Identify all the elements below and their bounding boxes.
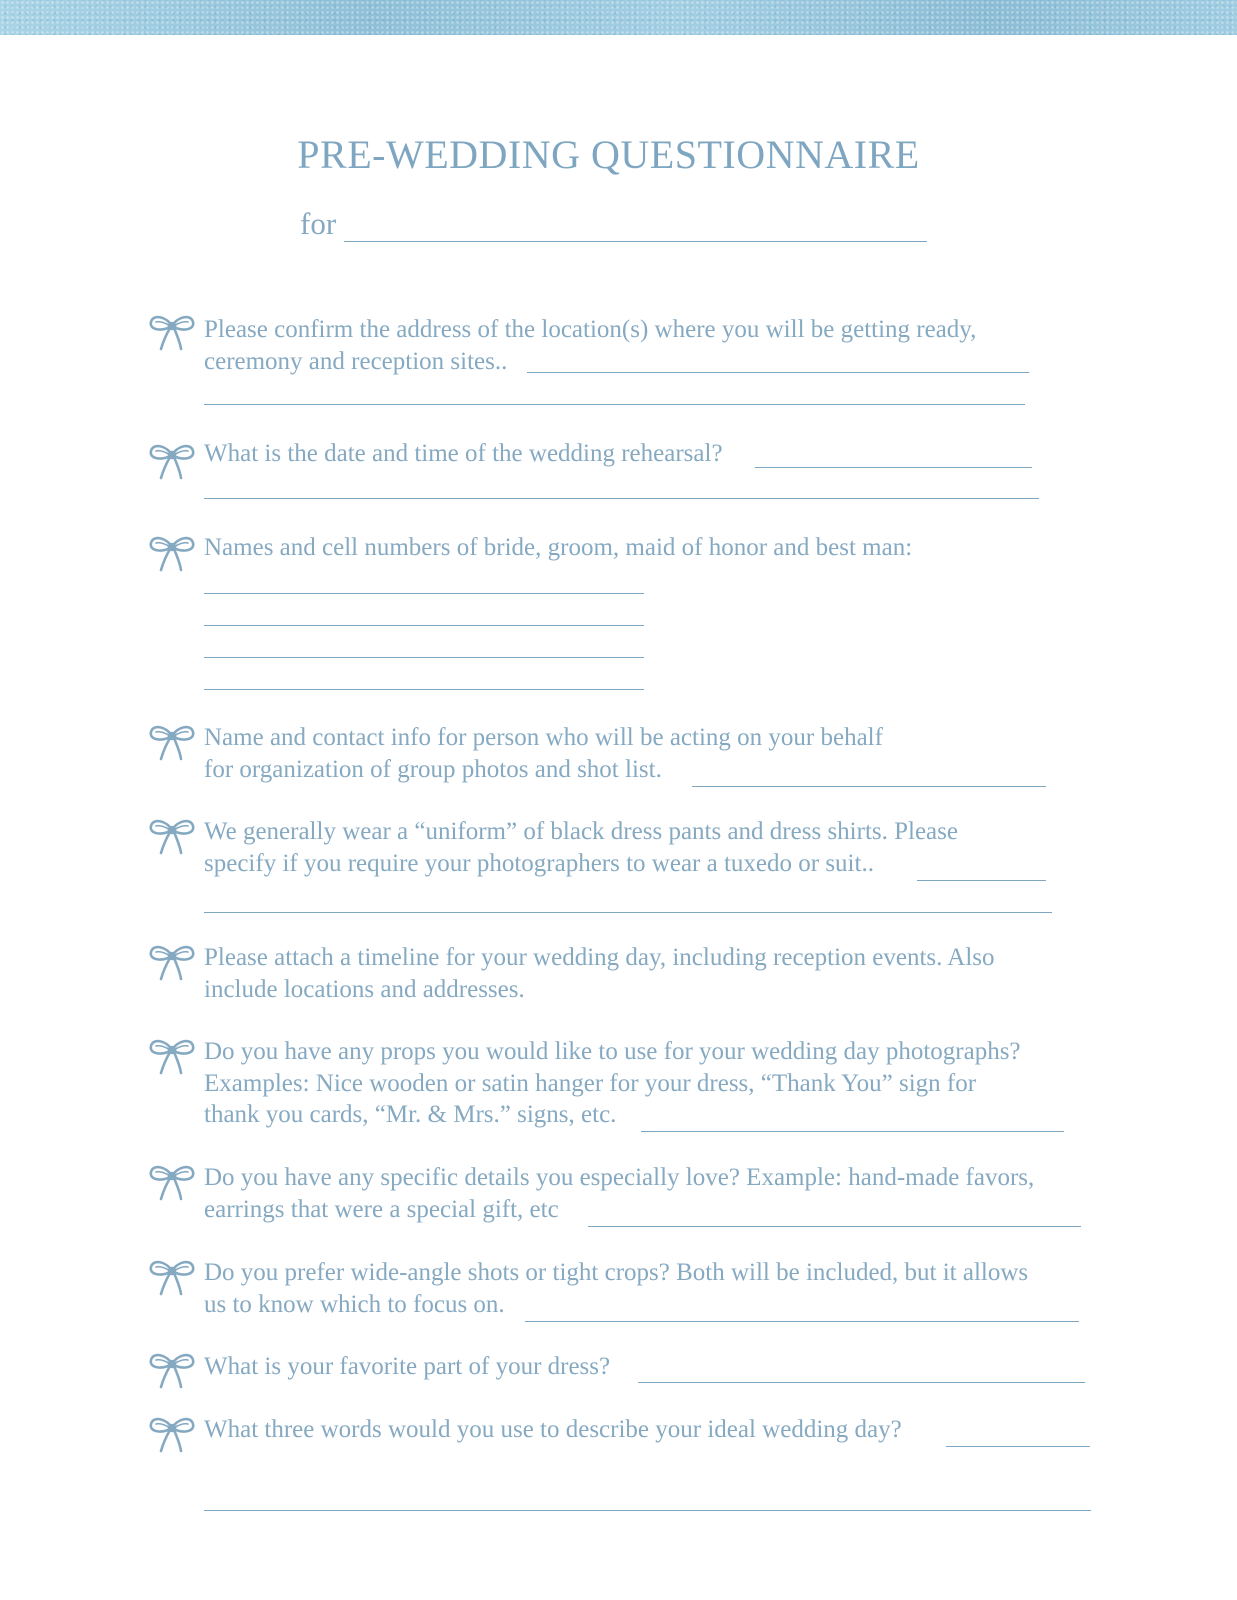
question-7-line-3: thank you cards, “Mr. & Mrs.” signs, etc. xyxy=(204,1101,617,1128)
answer-line-1[interactable] xyxy=(527,372,1029,373)
ribbon-bow-icon xyxy=(148,312,196,352)
ribbon-bow-icon xyxy=(148,722,196,762)
answer-line-3d[interactable] xyxy=(204,689,644,690)
question-7 xyxy=(204,1036,1021,1131)
answer-line-10[interactable] xyxy=(638,1382,1085,1383)
question-7-line-2: Examples: Nice wooden or satin hanger for your dress, “Thank You” sign for xyxy=(204,1069,977,1097)
ribbon-bow-icon xyxy=(148,1350,196,1390)
name-field[interactable] xyxy=(344,241,927,242)
question-1 xyxy=(204,314,976,377)
answer-line-1b[interactable] xyxy=(204,404,1025,405)
answer-line-5[interactable] xyxy=(917,880,1046,881)
decorative-top-band xyxy=(0,0,1237,35)
ribbon-bow-icon xyxy=(148,1036,196,1076)
question-5-line-1: We generally wear a “uniform” of black dress pants and dress shirts. Please xyxy=(204,818,958,845)
question-2 xyxy=(204,438,723,470)
answer-line-11[interactable] xyxy=(946,1446,1090,1447)
ribbon-bow-icon xyxy=(148,533,196,573)
for-label: for xyxy=(300,206,337,241)
question-1-line-1: Please confirm the address of the location(s) where you will be getting ready, xyxy=(204,316,977,343)
page-title: PRE-WEDDING QUESTIONNAIRE xyxy=(297,132,920,177)
answer-line-11b[interactable] xyxy=(204,1510,1091,1511)
ribbon-bow-icon xyxy=(148,441,196,481)
question-5-line-2: specify if you require your photographers to wear a tuxedo or suit.. xyxy=(204,849,874,877)
answer-line-2b[interactable] xyxy=(204,498,1039,499)
question-3 xyxy=(204,532,912,564)
question-6-line-1: Please attach a timeline for your wedding day, including reception events. Also xyxy=(204,944,995,971)
question-8-line-2: earrings that were a special gift, etc xyxy=(204,1195,559,1223)
ribbon-bow-icon xyxy=(148,1162,196,1202)
question-9-line-2: us to know which to focus on. xyxy=(204,1290,505,1318)
answer-line-9[interactable] xyxy=(525,1321,1079,1322)
answer-line-2[interactable] xyxy=(755,467,1032,468)
question-4-line-2: for organization of group photos and shot list. xyxy=(204,755,662,783)
answer-line-3b[interactable] xyxy=(204,625,644,626)
answer-line-3a[interactable] xyxy=(204,593,644,594)
question-11 xyxy=(204,1414,902,1446)
question-1-line-2: ceremony and reception sites.. xyxy=(204,347,508,375)
question-3-line-1: Names and cell numbers of bride, groom, maid of honor and best man: xyxy=(204,534,913,561)
answer-line-7[interactable] xyxy=(641,1131,1064,1132)
question-10 xyxy=(204,1351,610,1383)
ribbon-bow-icon xyxy=(148,1257,196,1297)
answer-line-3c[interactable] xyxy=(204,657,644,658)
question-2-line-1: What is the date and time of the wedding rehearsal? xyxy=(204,440,723,467)
question-8-line-1: Do you have any specific details you especially love? Example: hand-made favors, xyxy=(204,1164,1035,1191)
answer-line-4[interactable] xyxy=(692,786,1046,787)
question-9-line-1: Do you prefer wide-angle shots or tight crops? Both will be included, but it allows xyxy=(204,1259,1029,1286)
question-9 xyxy=(204,1257,1028,1320)
question-5 xyxy=(204,816,958,879)
question-7-line-1: Do you have any props you would like to use for your wedding day photographs? xyxy=(204,1038,1021,1065)
question-6-line-2: include locations and addresses. xyxy=(204,975,525,1003)
ribbon-bow-icon xyxy=(148,1414,196,1454)
ribbon-bow-icon xyxy=(148,942,196,982)
question-8 xyxy=(204,1162,1034,1225)
question-4-line-1: Name and contact info for person who will be acting on your behalf xyxy=(204,724,883,751)
question-6 xyxy=(204,942,995,1005)
question-11-line-1: What three words would you use to describe your ideal wedding day? xyxy=(204,1416,902,1443)
question-10-line-1: What is your favorite part of your dress? xyxy=(204,1353,611,1380)
answer-line-5b[interactable] xyxy=(204,912,1052,913)
ribbon-bow-icon xyxy=(148,816,196,856)
answer-line-8[interactable] xyxy=(588,1226,1081,1227)
question-4 xyxy=(204,722,883,785)
